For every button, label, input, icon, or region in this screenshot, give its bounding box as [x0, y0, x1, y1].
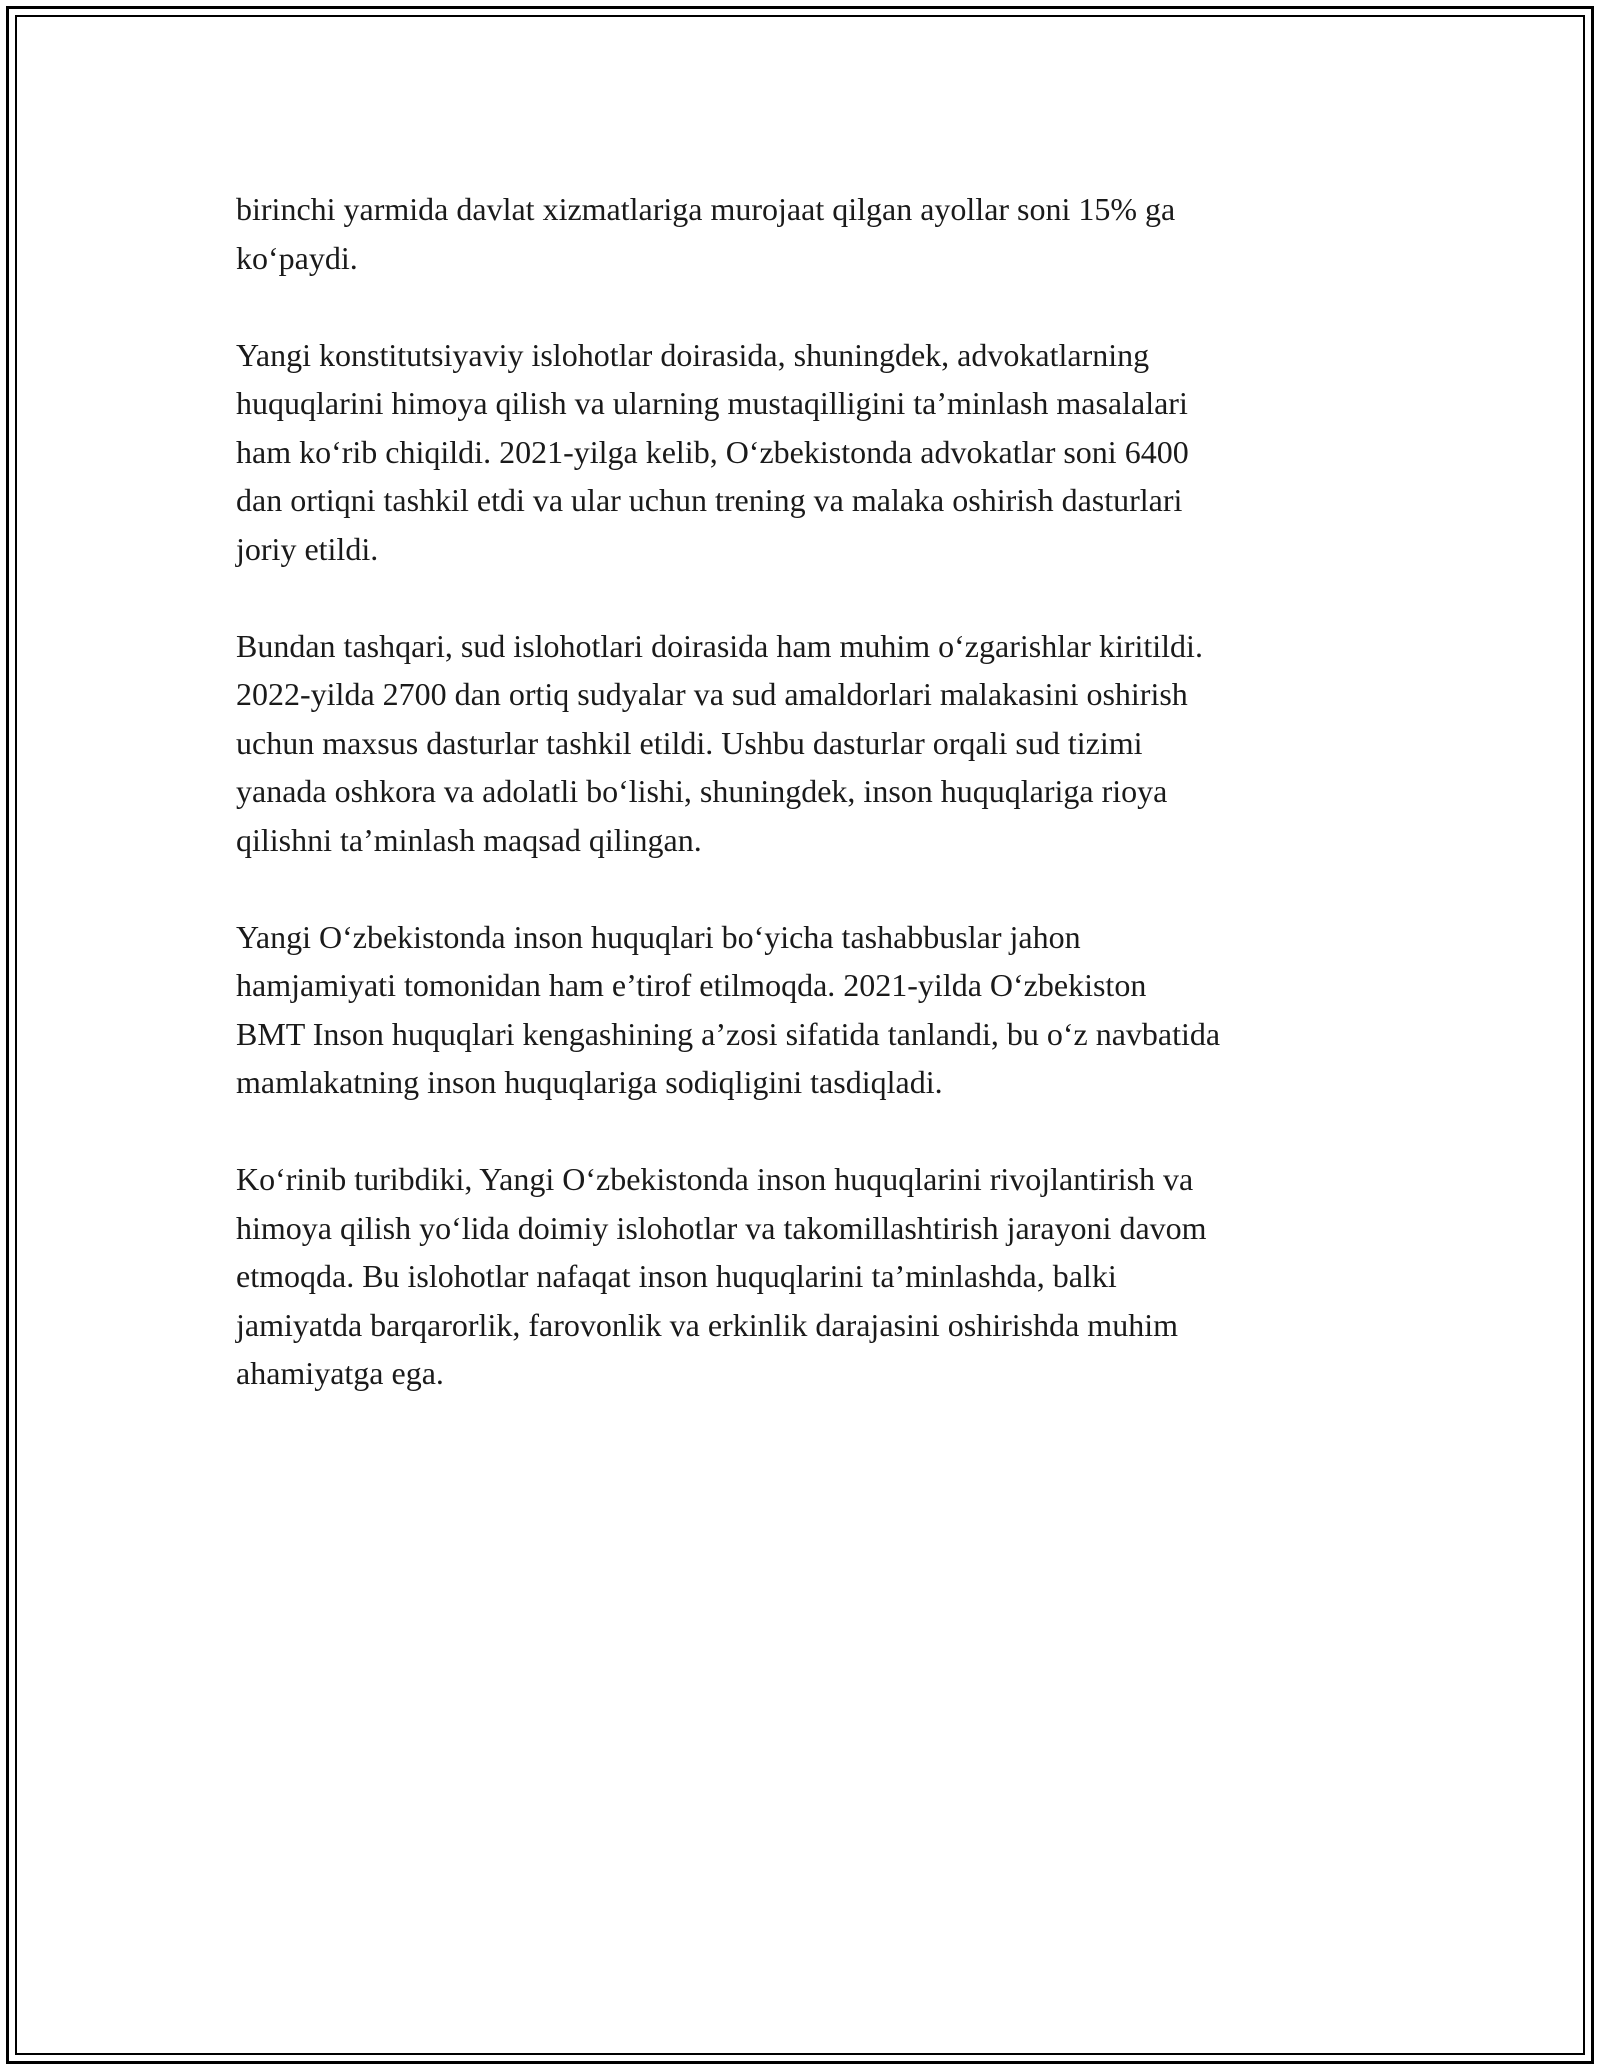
paragraph-1 [236, 185, 1396, 282]
text-line: dan ortiqni tashkil etdi va ular uchun trening va malaka oshirish dasturlari [236, 482, 1183, 518]
text-line: qilishni ta’minlash maqsad qilingan. [236, 821, 702, 858]
text-line: Yangi O‘zbekistonda inson huquqlari bo‘yicha tashabbuslar jahon [236, 918, 1081, 955]
paragraph-4 [236, 913, 1396, 1107]
text-line: Ko‘rinib turibdiki, Yangi O‘zbekistonda inson huquqlarini rivojlantirish va [236, 1161, 1194, 1197]
text-line: joriy etildi. [236, 530, 379, 567]
text-line: huquqlarini himoya qilish va ularning mustaqilligini ta’minlash masalalari [236, 385, 1188, 421]
text-line: mamlakatning inson huquqlariga sodiqligini tasdiqladi. [236, 1064, 943, 1100]
text-line: ko‘paydi. [236, 239, 358, 276]
text-line: 2022-yilda 2700 dan ortiq sudyalar va sud amaldorlari malakasini oshirish [236, 676, 1188, 712]
paragraph-3 [236, 622, 1396, 865]
paragraph-2 [236, 331, 1396, 574]
text-line: ham ko‘rib chiqildi. 2021-yilga kelib, O‘zbekistonda advokatlar soni 6400 [236, 433, 1189, 470]
document-body [236, 185, 1396, 1446]
text-line: etmoqda. Bu islohotlar nafaqat inson huquqlarini ta’minlashda, balki [236, 1258, 1117, 1294]
text-line: uchun maxsus dasturlar tashkil etildi. Ushbu dasturlar orqali sud tizimi [236, 724, 1143, 761]
text-line: hamjamiyati tomonidan ham e’tirof etilmoqda. 2021-yilda O‘zbekiston [236, 967, 1147, 1003]
text-line: BMT Inson huquqlari kengashining a’zosi sifatida tanlandi, bu o‘z navbatida [236, 1015, 1221, 1052]
text-line: jamiyatda barqarorlik, farovonlik va erkinlik darajasini oshirishda muhim [236, 1306, 1178, 1343]
text-line: himoya qilish yo‘lida doimiy islohotlar va takomillashtirish jarayoni davom [236, 1209, 1207, 1246]
text-line: ahamiyatga ega. [236, 1355, 444, 1391]
text-line: Yangi konstitutsiyaviy islohotlar doirasida, shuningdek, advokatlarning [236, 336, 1150, 373]
text-line: Bundan tashqari, sud islohotlari doirasida ham muhim o‘zgarishlar kiritildi. [236, 627, 1203, 664]
paragraph-5 [236, 1155, 1396, 1398]
text-line: yanada oshkora va adolatli bo‘lishi, shuningdek, inson huquqlariga rioya [236, 773, 1168, 809]
text-line: birinchi yarmida davlat xizmatlariga murojaat qilgan ayollar soni 15% ga [236, 191, 1176, 227]
